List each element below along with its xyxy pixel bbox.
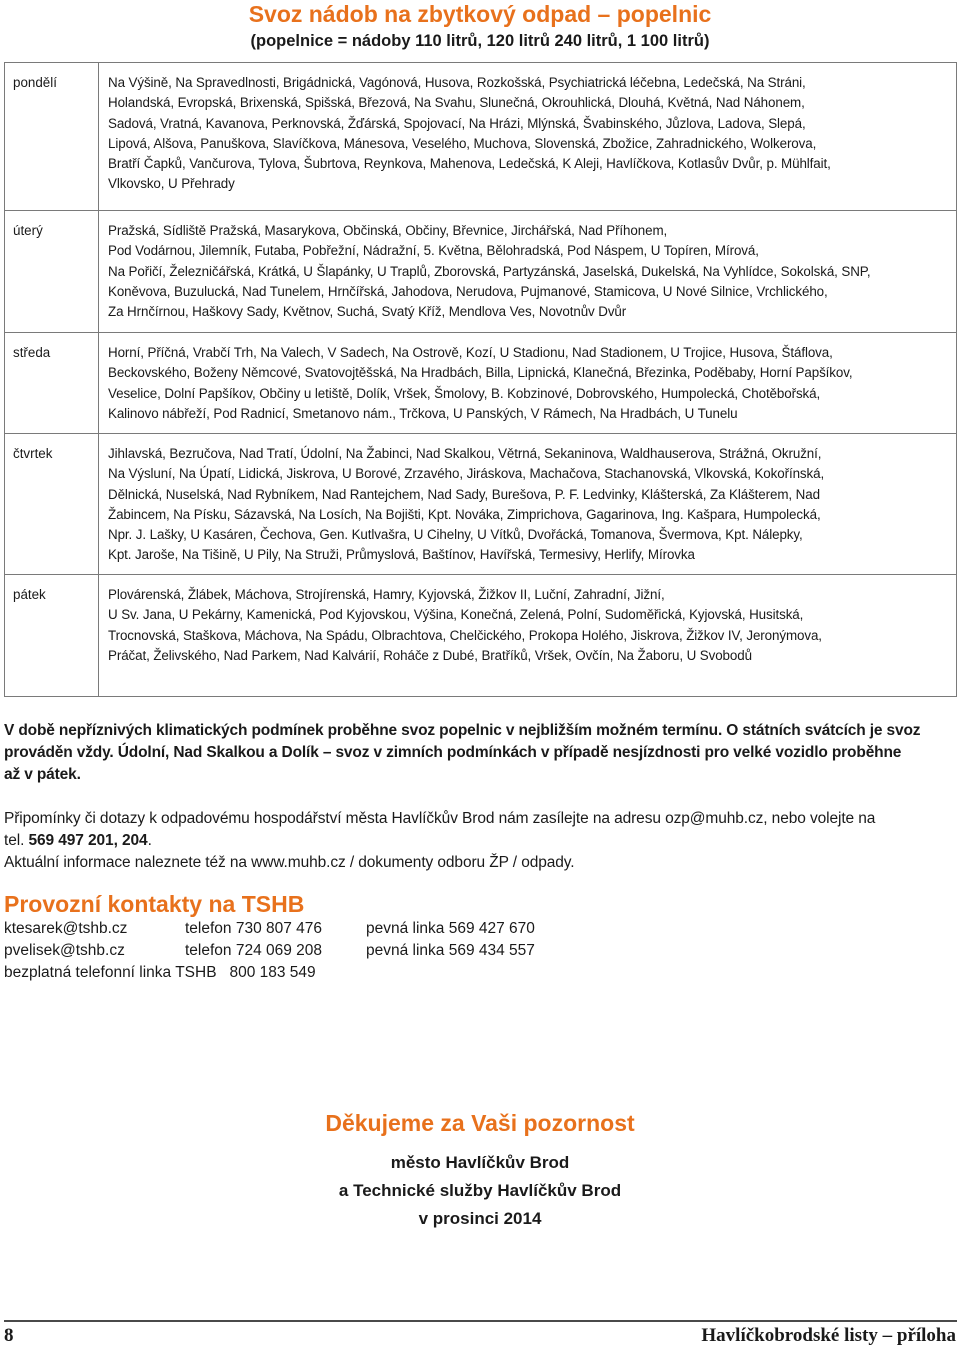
street-line: Kpt. Jaroše, Na Tišině, U Pily, Na Struži, Průmyslová, Baštínov, Havířská, Termesivy, Herlify, Mírovka [108,547,695,563]
street-line: Trocnovská, Staškova, Máchova, Na Spádu, Olbrachtova, Chelčického, Prokopa Holého, Jiskrova, Žižkov IV, Jeronýmova, [108,627,822,643]
tshb-phone: telefon 730 807 476 [185,920,323,937]
day-cell: pondělí [5,63,99,211]
page-title: Svoz nádob na zbytkový odpad – popelnic [248,1,712,27]
contact-line [4,830,957,852]
signature-date: v prosinci 2014 [418,1209,542,1228]
schedule-row-thursday [5,434,957,575]
streets-cell [99,575,957,697]
street-line: Na Výšině, Na Spravedlnosti, Brigádnická, Vagónová, Husova, Rozkošská, Psychiatrická léčebna, Ledečská, Na Stráni, [108,75,806,90]
contact-line: Aktuální informace naleznete též na www.muhb.cz / dokumenty odboru ŽP / odpady. [4,854,575,871]
street-line: Dělnická, Nuselská, Nad Rybníkem, Nad Rantejchem, Nad Sady, Burešova, P. F. Ledvinky, Klášterská, Za Klášterem, Nad [108,486,820,502]
street-line: Na Výsluní, Na Úpatí, Lidická, Jiskrova, U Borové, Zrzavého, Jiráskova, Machačova, Stachanovská, Vlkovská, Kokořínská, [108,466,825,482]
street-line: Koněvova, Buzulucká, Nad Tunelem, Hrnčířská, Jahodova, Nerudova, Pujmanové, Stamicova, U Nové Silnice, Vrchlického, [108,283,828,299]
signature-line: a Technické služby Havlíčkův Brod [338,1181,622,1200]
street-line: Horní, Příčná, Vrabčí Trh, Na Valech, V Sadech, Na Ostrově, Kozí, U Stadionu, Nad Stadionem, U Trojice, Husova, Štáflova, [108,345,833,360]
signature-line: město Havlíčkův Brod [390,1153,570,1172]
street-line: Vlkovsko, U Přehrady [108,176,235,192]
street-line: Holandská, Evropská, Brixenská, Spišská, Březová, Na Svahu, Slunečná, Okrouhlická, Dlouhá, Květná, Nad Náhonem, [108,95,805,111]
tshb-email: pvelisek@tshb.cz [4,942,125,959]
notice-line: prováděn vždy. Údolní, Nad Skalkou a Dolík – svoz v zimních podmínkách v případě nesjízdnosti pro velké vozidlo proběhne [4,744,902,761]
street-line: Sadová, Vratná, Kavanova, Perknovská, Žďárská, Spojovací, Na Hrázi, Mlýnská, Švabinského, Jůzlova, Ladova, Slepá, [108,115,806,131]
contact-tel-suffix: . [147,832,152,849]
streets-cell [99,211,957,333]
tshb-email: ktesarek@tshb.cz [4,920,128,937]
street-line: U Sv. Jana, U Pekárny, Kamenická, Pod Kyjovskou, Výšina, Konečná, Zelená, Polní, Sudoměřická, Kyjovská, Husitská, [108,607,804,623]
footer-divider [4,1320,957,1322]
street-line: Za Hrnčírnou, Haškovy Sady, Květnov, Suchá, Svatý Kříž, Mendlova Ves, Novotnův Dvůr [108,304,627,320]
contact-line: Připomínky či dotazy k odpadovému hospodářství města Havlíčkův Brod nám zasílejte na adresu ozp@muhb.cz, nebo volejte na [4,810,876,827]
collection-schedule-table [4,62,957,697]
tshb-landline: pevná linka 569 434 557 [366,942,535,959]
street-line: Pod Vodárnou, Jilemník, Futaba, Pobřežní, Nádražní, 5. Května, Bělohradská, Pod Náspem, U Topíren, Mírová, [108,243,759,259]
schedule-row-wednesday [5,333,957,434]
street-line: Veselice, Dolní Papšíkov, Občiny u letiště, Dolík, Vršek, Šmolovy, B. Kobzinové, Dobrovského, Humpolecká, Chotěbořská, [108,385,821,401]
street-line: Práčat, Želivského, Nad Parkem, Nad Kalvárií, Roháče z Dubé, Bratříků, Vršek, Ovčín, Na Žaboru, U Svobodů [108,647,752,663]
tshb-landline: pevná linka 569 427 670 [366,920,535,937]
contact-phones: 569 497 201, 204 [28,832,148,849]
street-line: Kalinovo nábřeží, Pod Radnicí, Smetanovo nám., Trčkova, U Panských, V Rámech, Na Hradbách, U Tunelu [108,405,738,421]
schedule-row-monday [5,63,957,211]
street-line: Lipová, Alšova, Panuškova, Slavíčkova, Mánesova, Veselého, Muchova, Slovenská, Zbožice, Zahradnického, Wolkerova, [108,135,817,151]
notice-line: V době nepříznivých klimatických podmínek proběhne svoz popelnic v nejbližším možném termínu. O státních svátcích je svoz [4,722,921,739]
page-subtitle: (popelnice = nádoby 110 litrů, 120 litrů 240 litrů, 1 100 litrů) [250,32,710,50]
street-line: Pražská, Sídliště Pražská, Masarykova, Občinská, Občiny, Břevnice, Jirchářská, Nad Příhonem, [108,223,668,238]
thanks-heading: Děkujeme za Vaši pozornost [325,1110,635,1136]
weather-notice [4,720,957,786]
notice-line: až v pátek. [4,766,81,783]
street-line: Bratří Čapků, Vančurova, Tylova, Šubrtova, Reynkova, Mahenova, Ledečská, K Aleji, Havlíčkova, Kotlasův Dvůr, p. Mühlfait, [108,156,831,172]
contact-tel-prefix: tel. [4,832,29,849]
street-line: Jihlavská, Bezručova, Nad Tratí, Údolní, Na Žabinci, Nad Skalkou, Větrná, Sekaninova, Waldhauserova, Strážná, Okružní, [108,446,822,461]
streets-cell [99,434,957,575]
day-cell: úterý [5,211,99,333]
day-cell: čtvrtek [5,434,99,575]
tshb-phone: telefon 724 069 208 [185,942,323,959]
street-line: Žabincem, Na Písku, Sázavská, Na Losích, Na Bojišti, Kpt. Nováka, Zimprichova, Gagarinova, Ing. Kašpara, Humpolecká, [108,506,821,522]
street-line: Npr. J. Lašky, U Kasáren, Čechova, Gen. Kutlvašra, U Cihelny, U Vítků, Dvořácká, Tomanova, Švermova, Kpt. Nálepky, [108,527,803,543]
tshb-section-title: Provozní kontakty na TSHB [4,891,305,917]
street-line: Na Pořičí, Železničářská, Krátká, U Šlapánky, U Traplů, Zborovská, Partyzánská, Jaselská, Dukelská, Na Vyhlídce, Sokolská, SNP, [108,263,871,279]
schedule-row-friday [5,575,957,697]
streets-cell [99,63,957,211]
contact-info [4,808,957,874]
schedule-row-tuesday [5,211,957,333]
publication-title: Havlíčkobrodské listy – příloha [701,1325,956,1346]
streets-cell [99,333,957,434]
day-cell: pátek [5,575,99,697]
tshb-freeline: bezplatná telefonní linka TSHB 800 183 549 [4,964,316,981]
day-cell: středa [5,333,99,434]
street-line: Beckovského, Boženy Němcové, Svatovojtěšská, Na Hradbách, Billa, Lipnická, Klanečná, Březinka, Poděbaby, Horní Papšíkov, [108,365,853,381]
page-number: 8 [4,1325,14,1346]
street-line: Plovárenská, Žlábek, Máchova, Strojírenská, Hamry, Kyjovská, Žižkov II, Luční, Zahradní, Jižní, [108,587,665,602]
